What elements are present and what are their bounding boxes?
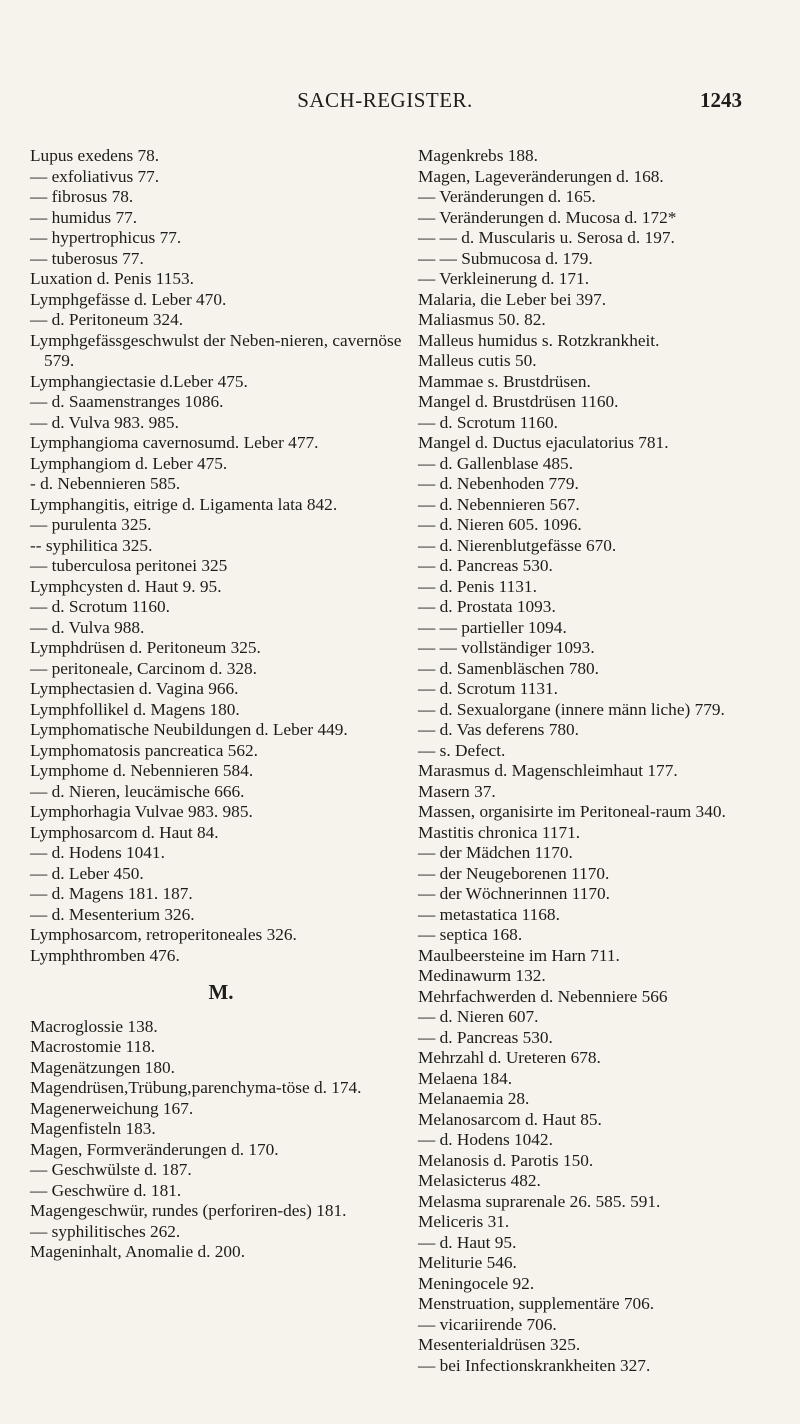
index-entry: — Veränderungen d. Mucosa d. 172* — [418, 207, 677, 227]
index-entry: — d. Sexualorgane (innere männ liche) 779. — [418, 699, 725, 719]
index-entry: Lymphgefässe d. Leber 470. — [30, 289, 227, 309]
index-entry: — d. Nieren, leucämische 666. — [30, 781, 245, 801]
index-entry: — peritoneale, Carcinom d. 328. — [30, 658, 257, 678]
index-entry: Lymphome d. Nebennieren 584. — [30, 761, 254, 780]
index-entry: — d. Pancreas 530. — [418, 556, 553, 575]
index-entry: Luxation d. Penis 1153. — [30, 269, 195, 288]
index-entry: Lymphgefässgeschwulst der Neben-nieren, cavernöse 579. — [30, 330, 402, 370]
index-entry: — d. Nieren 607. — [418, 1007, 539, 1026]
index-entry: Macrostomie 118. — [30, 1037, 156, 1056]
index-entry: Melasma suprarenale 26. 585. 591. — [418, 1191, 661, 1211]
index-entry: — der Wöchnerinnen 1170. — [418, 884, 610, 903]
index-entry: Lymphangiom d. Leber 475. — [30, 453, 228, 473]
index-entry: — — Submucosa d. 179. — [418, 248, 593, 268]
index-entry: Menstruation, supplementäre 706. — [418, 1294, 655, 1313]
left-entries-m — [30, 1017, 412, 1263]
page-number: 1243 — [700, 88, 742, 112]
index-entry: Lymphthromben 476. — [30, 945, 180, 965]
index-entry: — d. Hodens 1041. — [30, 843, 165, 862]
index-entry: Magen, Lageveränderungen d. 168. — [418, 166, 664, 186]
index-entry: Mammae s. Brustdrüsen. — [418, 371, 591, 391]
index-entry: — bei Infectionskrankheiten 327. — [418, 1355, 651, 1375]
index-entry: — Verkleinerung d. 171. — [418, 269, 590, 288]
index-entry: — d. Haut 95. — [418, 1232, 517, 1252]
index-entry: — d. Leber 450. — [30, 863, 144, 883]
index-entry: Magengeschwür, rundes (perforiren-des) 181. — [30, 1201, 347, 1220]
index-entry: — d. Pancreas 530. — [418, 1027, 553, 1047]
index-entry: — d. Vas deferens 780. — [418, 720, 579, 739]
index-entry: — syphilitisches 262. — [30, 1221, 181, 1241]
left-entries — [30, 146, 412, 966]
page-header — [28, 88, 742, 118]
right-column — [418, 146, 798, 1376]
right-entries — [418, 146, 798, 1376]
index-entry: Medinawurm 132. — [418, 966, 546, 985]
index-entry: — d. Penis 1131. — [418, 576, 537, 596]
index-entry: — exfoliativus 77. — [30, 166, 160, 186]
index-entry: - d. Nebennieren 585. — [30, 474, 181, 493]
index-entry: — — d. Muscularis u. Serosa d. 197. — [418, 228, 675, 247]
index-entry: Lymphangioma cavernosumd. Leber 477. — [30, 433, 319, 452]
index-entry: Lymphdrüsen d. Peritoneum 325. — [30, 638, 261, 657]
index-entry: Mesenterialdrüsen 325. — [418, 1335, 581, 1354]
index-entry: — d. Peritoneum 324. — [30, 310, 184, 329]
index-entry: Lymphangitis, eitrige d. Ligamenta lata 842. — [30, 494, 338, 514]
index-entry: — d. Scrotum 1131. — [418, 679, 559, 698]
index-entry: Maliasmus 50. 82. — [418, 310, 546, 329]
index-entry: — d. Nebennieren 567. — [418, 494, 580, 514]
index-entry: Melanosarcom d. Haut 85. — [418, 1109, 602, 1129]
index-entry: — humidus 77. — [30, 207, 138, 227]
index-entry: Magenfisteln 183. — [30, 1119, 156, 1138]
index-entry: Lymphorhagia Vulvae 983. 985. — [30, 802, 253, 821]
index-entry: Meningocele 92. — [418, 1273, 535, 1293]
index-entry: — d. Prostata 1093. — [418, 597, 556, 616]
index-entry: — purulenta 325. — [30, 515, 152, 534]
index-entry: Lymphangiectasie d.Leber 475. — [30, 371, 248, 391]
index-entry: Mastitis chronica 1171. — [418, 822, 581, 842]
index-entry: — fibrosus 78. — [30, 187, 134, 206]
index-entry: Lymphfollikel d. Magens 180. — [30, 699, 240, 719]
index-entry: Magenkrebs 188. — [418, 146, 538, 165]
section-letter-m: M. — [208, 980, 234, 1004]
index-entry: Melanosis d. Parotis 150. — [418, 1150, 594, 1170]
index-entry: Melanaemia 28. — [418, 1089, 530, 1108]
index-entry: — Veränderungen d. 165. — [418, 187, 596, 206]
index-entry: — d. Magens 181. 187. — [30, 884, 193, 903]
index-entry: Lymphomatische Neubildungen d. Leber 449. — [30, 720, 348, 739]
index-entry: Melasicterus 482. — [418, 1171, 541, 1190]
index-entry: — tuberosus 77. — [30, 248, 144, 268]
index-entry: — d. Nierenblutgefässe 670. — [418, 535, 617, 555]
index-entry: Malleus humidus s. Rotzkrankheit. — [418, 330, 660, 350]
index-entry: — — vollständiger 1093. — [418, 638, 595, 657]
index-entry: — d. Saamenstranges 1086. — [30, 392, 224, 411]
index-entry: — Geschwüre d. 181. — [30, 1180, 182, 1200]
index-entry: Lymphectasien d. Vagina 966. — [30, 679, 239, 698]
index-entry: Massen, organisirte im Peritoneal-raum 340. — [418, 802, 726, 821]
index-entry: Maulbeersteine im Harn 711. — [418, 945, 620, 965]
index-entry: — d. Gallenblase 485. — [418, 453, 574, 473]
index-entry: — d. Nieren 605. 1096. — [418, 515, 582, 534]
index-entry: — d. Hodens 1042. — [418, 1130, 553, 1149]
index-entry: Lymphcysten d. Haut 9. 95. — [30, 576, 222, 596]
left-column — [30, 146, 412, 1263]
index-entry: — s. Defect. — [418, 740, 506, 760]
index-entry: — d. Nebenhoden 779. — [418, 474, 579, 493]
index-entry: Mangel d. Brustdrüsen 1160. — [418, 392, 619, 411]
index-entry: Magenätzungen 180. — [30, 1057, 175, 1077]
index-entry: Lymphosarcom d. Haut 84. — [30, 822, 219, 842]
index-entry: — d. Vulva 983. 985. — [30, 412, 179, 432]
index-entry: Meliceris 31. — [418, 1212, 510, 1231]
index-entry: Meliturie 546. — [418, 1253, 517, 1272]
index-entry: — d. Vulva 988. — [30, 617, 145, 637]
index-entry: Magenerweichung 167. — [30, 1098, 194, 1118]
index-entry: Lupus exedens 78. — [30, 146, 160, 165]
index-entry: Mageninhalt, Anomalie d. 200. — [30, 1242, 246, 1261]
index-entry: -- syphilitica 325. — [30, 535, 153, 555]
index-entry: — hypertrophicus 77. — [30, 228, 182, 247]
index-entry: — d. Mesenterium 326. — [30, 904, 195, 924]
index-entry: — tuberculosa peritonei 325 — [30, 556, 228, 575]
index-entry: — d. Scrotum 1160. — [30, 597, 171, 616]
index-entry: Mehrfachwerden d. Nebenniere 566 — [418, 986, 668, 1006]
index-entry: — metastatica 1168. — [418, 904, 560, 924]
index-entry: Malaria, die Leber bei 397. — [418, 289, 607, 309]
index-entry: — der Neugeborenen 1170. — [418, 863, 610, 883]
index-entry: Lymphomatosis pancreatica 562. — [30, 740, 258, 760]
index-entry: — — partieller 1094. — [418, 617, 567, 637]
index-entry: — d. Samenbläschen 780. — [418, 658, 599, 678]
index-entry: — septica 168. — [418, 925, 523, 944]
index-entry: Marasmus d. Magenschleimhaut 177. — [418, 761, 678, 780]
page-title: SACH-REGISTER. — [297, 88, 473, 112]
index-entry: Magen, Formveränderungen d. 170. — [30, 1139, 279, 1159]
index-entry: — Geschwülste d. 187. — [30, 1160, 192, 1179]
index-entry: — d. Scrotum 1160. — [418, 412, 559, 432]
index-entry: Magendrüsen,Trübung,parenchyma-töse d. 174. — [30, 1078, 362, 1097]
index-entry: Malleus cutis 50. — [418, 351, 537, 370]
index-entry: Mangel d. Ductus ejaculatorius 781. — [418, 433, 669, 452]
index-entry: Masern 37. — [418, 781, 496, 801]
index-entry: Lymphosarcom, retroperitoneales 326. — [30, 925, 297, 944]
index-entry: Melaena 184. — [418, 1068, 513, 1088]
index-entry: — der Mädchen 1170. — [418, 843, 573, 862]
index-entry: — vicariirende 706. — [418, 1314, 557, 1334]
index-entry: Mehrzahl d. Ureteren 678. — [418, 1048, 601, 1067]
index-entry: Macroglossie 138. — [30, 1016, 158, 1036]
